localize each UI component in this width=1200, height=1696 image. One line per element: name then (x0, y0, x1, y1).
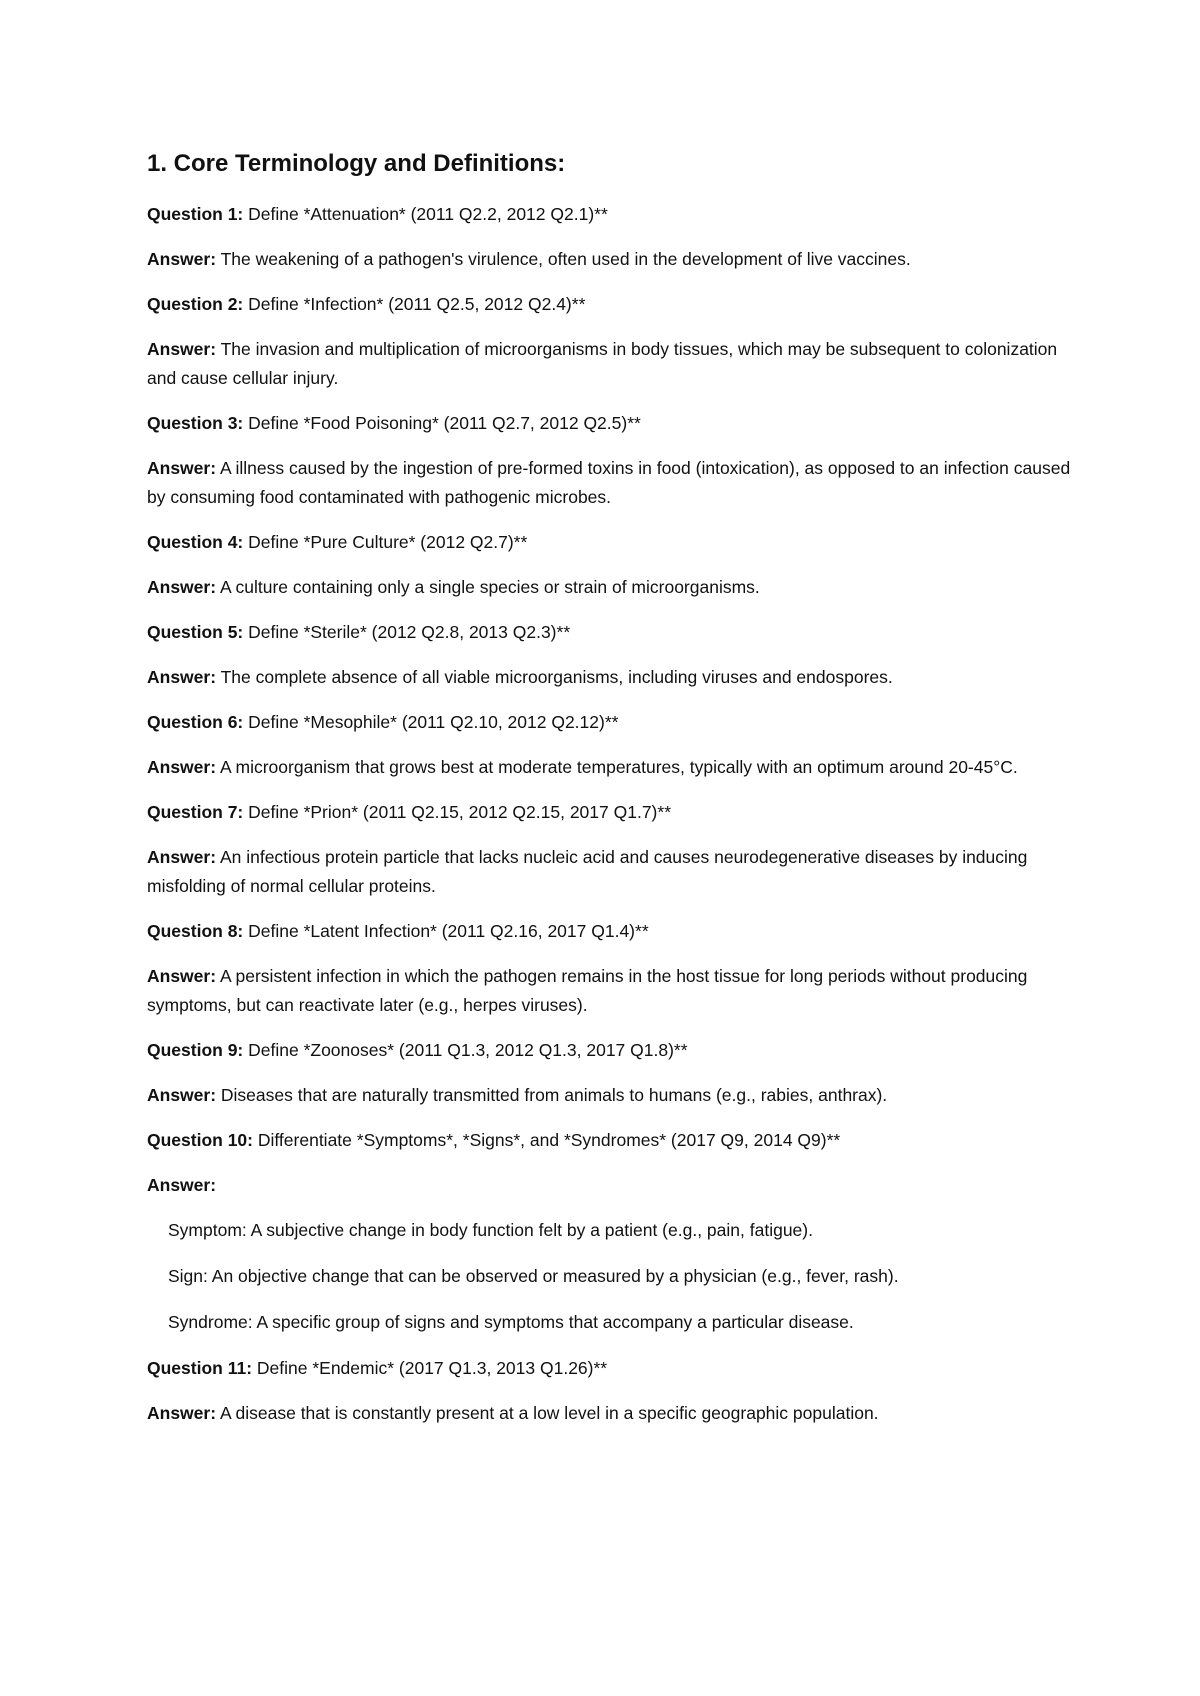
answer-text: A microorganism that grows best at moderate temperatures, typically with an optimum around 20-45°C. (216, 757, 1018, 777)
answer (147, 663, 1087, 692)
question (147, 1354, 1087, 1383)
answer (147, 843, 1087, 901)
answer-label: Answer: (147, 847, 217, 867)
answer-text: A disease that is constantly present at a low level in a specific geographic population. (216, 1403, 879, 1423)
question (147, 1126, 1087, 1155)
question-text: Define *Food Poisoning* (2011 Q2.7, 2012 Q2.5)** (243, 413, 641, 433)
question (147, 409, 1087, 438)
question-text: Define *Pure Culture* (2012 Q2.7)** (243, 532, 528, 552)
question-text: Define *Latent Infection* (2011 Q2.16, 2017 Q1.4)** (243, 921, 649, 941)
question (147, 290, 1087, 319)
answer-text: A culture containing only a single species or strain of microorganisms. (216, 577, 760, 597)
question (147, 200, 1087, 229)
answer-text: Diseases that are naturally transmitted from animals to humans (e.g., rabies, anthrax). (216, 1085, 888, 1105)
answer-label: Answer: (147, 1403, 217, 1423)
question-label: Question 2: (147, 294, 244, 314)
answer (147, 753, 1087, 782)
answer-label: Answer: (147, 458, 217, 478)
qa-item (147, 798, 1087, 901)
answer-text: A illness caused by the ingestion of pre-formed toxins in food (intoxication), as opposed to an infection caused by consuming food contaminated with pathogenic microbes. (147, 458, 1071, 507)
document-page (147, 150, 1087, 1444)
question-label: Question 3: (147, 413, 244, 433)
answer-label: Answer: (147, 249, 217, 269)
answer-sub-item: Syndrome: A specific group of signs and symptoms that accompany a particular disease. (168, 1312, 854, 1332)
answer-text: The weakening of a pathogen's virulence, often used in the development of live vaccines. (216, 249, 911, 269)
question-label: Question 1: (147, 204, 244, 224)
answer (147, 1081, 1087, 1110)
question-text: Define *Attenuation* (2011 Q2.2, 2012 Q2.1)** (243, 204, 608, 224)
qa-item (147, 528, 1087, 602)
answer-label: Answer: (147, 667, 217, 687)
answer-sub-item: Sign: An objective change that can be observed or measured by a physician (e.g., fever, rash). (168, 1266, 899, 1286)
qa-item (147, 1126, 1087, 1337)
answer-text: The invasion and multiplication of microorganisms in body tissues, which may be subsequent to colonization and cause cellular injury. (147, 339, 1058, 388)
qa-item (147, 1036, 1087, 1110)
answer (147, 245, 1087, 274)
answer-sub-item: Symptom: A subjective change in body function felt by a patient (e.g., pain, fatigue). (168, 1220, 813, 1240)
answer-label: Answer: (147, 577, 217, 597)
qa-item (147, 618, 1087, 692)
qa-item (147, 708, 1087, 782)
question (147, 528, 1087, 557)
qa-item (147, 917, 1087, 1020)
question (147, 618, 1087, 647)
answer (147, 1399, 1087, 1428)
question-text: Define *Prion* (2011 Q2.15, 2012 Q2.15, 2017 Q1.7)** (243, 802, 671, 822)
qa-item (147, 290, 1087, 393)
answer (147, 335, 1087, 393)
question-label: Question 9: (147, 1040, 244, 1060)
question-label: Question 10: (147, 1130, 253, 1150)
question-text: Differentiate *Symptoms*, *Signs*, and *Syndromes* (2017 Q9, 2014 Q9)** (253, 1130, 841, 1150)
answer-text: The complete absence of all viable microorganisms, including viruses and endospores. (216, 667, 893, 687)
answer-text: A persistent infection in which the pathogen remains in the host tissue for long periods without producing symptoms, but can reactivate later (e.g., herpes viruses). (147, 966, 1028, 1015)
answer-label: Answer: (147, 757, 217, 777)
answer-label: Answer: (147, 1175, 217, 1195)
qa-item (147, 409, 1087, 512)
question-label: Question 5: (147, 622, 244, 642)
answer-label: Answer: (147, 966, 217, 986)
question-label: Question 4: (147, 532, 244, 552)
question (147, 798, 1087, 827)
answer-text: An infectious protein particle that lacks nucleic acid and causes neurodegenerative diseases by inducing misfolding of normal cellular proteins. (147, 847, 1028, 896)
question-text: Define *Mesophile* (2011 Q2.10, 2012 Q2.12)** (243, 712, 619, 732)
question-label: Question 7: (147, 802, 244, 822)
question-label: Question 8: (147, 921, 244, 941)
question-text: Define *Sterile* (2012 Q2.8, 2013 Q2.3)** (243, 622, 571, 642)
question-label: Question 6: (147, 712, 244, 732)
answer (147, 573, 1087, 602)
question-text: Define *Infection* (2011 Q2.5, 2012 Q2.4)** (243, 294, 586, 314)
question (147, 917, 1087, 946)
answer (147, 962, 1087, 1020)
answer (147, 1171, 1087, 1200)
answer-label: Answer: (147, 1085, 217, 1105)
question (147, 1036, 1087, 1065)
answer (147, 454, 1087, 512)
question-text: Define *Zoonoses* (2011 Q1.3, 2012 Q1.3, 2017 Q1.8)** (243, 1040, 688, 1060)
question-text: Define *Endemic* (2017 Q1.3, 2013 Q1.26)** (252, 1358, 608, 1378)
qa-item (147, 200, 1087, 274)
answer-label: Answer: (147, 339, 217, 359)
question (147, 708, 1087, 737)
qa-item (147, 1354, 1087, 1428)
question-label: Question 11: (147, 1358, 253, 1378)
section-heading: 1. Core Terminology and Definitions: (147, 150, 566, 177)
